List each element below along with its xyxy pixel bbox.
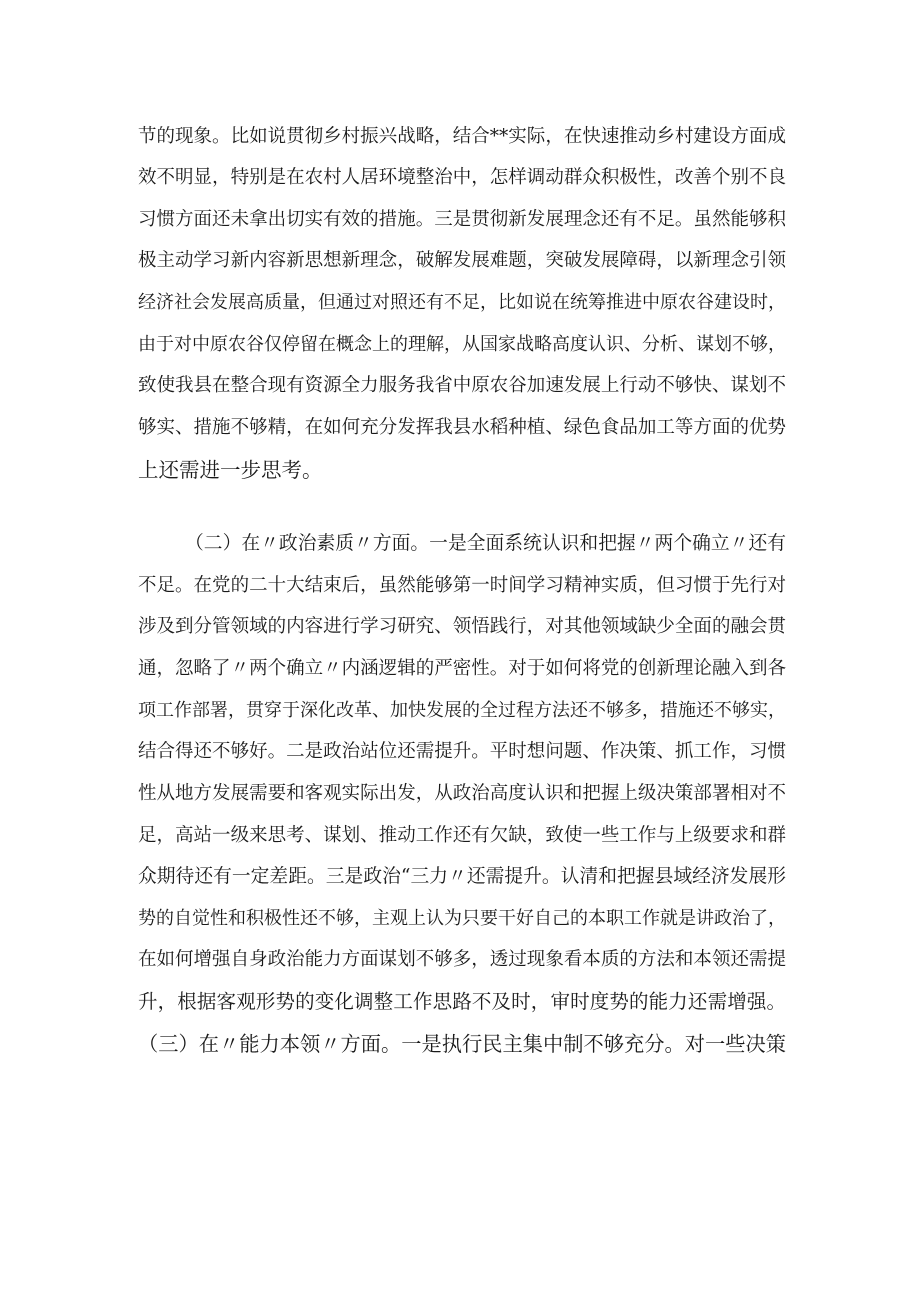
- section-heading-line: （二）在〃政治素质〃方面。一是全面系统认识和把握〃两个确立〃还有: [185, 533, 786, 554]
- paragraph-line: 涉及到分管领域的内容进行学习研究、领悟践行，对其他领域缺少全面的融会贯: [138, 616, 786, 637]
- paragraph-line: 升，根据客观形势的变化调整工作思路不及时，审时度势的能力还需增强。: [138, 990, 786, 1013]
- paragraph-line: 够实、措施不够精，在如何充分发挥我县水稻种植、绿色食品加工等方面的优势: [138, 417, 786, 438]
- paragraph-line: 由于对中原农谷仅停留在概念上的理解，从国家战略高度认识、分析、谋划不够，: [138, 334, 786, 355]
- paragraph-line: 在如何增强自身政治能力方面谋划不够多，透过现象看本质的方法和本领还需提: [138, 949, 786, 970]
- paragraph-line: 众期待还有一定差距。三是政治“三力〃还需提升。认清和把握县域经济发展形: [138, 866, 786, 887]
- paragraph-line: 通，忽略了〃两个确立〃内涵逻辑的严密性。对于如何将党的创新理论融入到各: [138, 658, 786, 679]
- paragraph-line: 足，高站一级来思考、谋划、推动工作还有欠缺，致使一些工作与上级要求和群: [138, 825, 786, 846]
- paragraph-line: 效不明显，特别是在农村人居环境整治中，怎样调动群众积极性，改善个别不良: [138, 167, 786, 188]
- paragraph-line: 习惯方面还未拿出切实有效的措施。三是贯彻新发展理念还有不足。虽然能够积: [138, 209, 786, 230]
- paragraph-line: 不足。在党的二十大结束后，虽然能够第一时间学习精神实质，但习惯于先行对: [138, 575, 786, 596]
- paragraph-line: 经济社会发展高质量，但通过对照还有不足，比如说在统筹推进中原农谷建设时，: [138, 292, 786, 313]
- paragraph-line: 结合得还不够好。二是政治站位还需提升。平时想问题、作决策、抓工作，习惯: [138, 741, 786, 762]
- paragraph-line: 极主动学习新内容新思想新理念，破解发展难题，突破发展障碍，以新理念引领: [138, 250, 786, 271]
- paragraph-line: 节的现象。比如说贯彻乡村振兴战略，结合**实际，在快速推动乡村建设方面成: [138, 126, 786, 147]
- paragraph-line: 项工作部署，贯穿于深化改革、加快发展的全过程方法还不够多，措施还不够实，: [138, 700, 786, 721]
- section-heading-line: [185, 1098, 786, 1138]
- paragraph-line: 势的自觉性和积极性还不够，主观上认为只要干好自己的本职工作就是讲政治了，: [138, 908, 786, 929]
- paragraph-line: （三）在〃能力本领〃方面。一是执行民主集中制不够充分。对一些决策: [138, 1032, 787, 1056]
- paragraph-line: 上还需进一步思考。: [138, 458, 323, 482]
- paragraph-line: 致使我县在整合现有资源全力服务我省中原农谷加速发展上行动不够快、谋划不: [138, 375, 786, 396]
- paragraph-line: 性从地方发展需要和客观实际出发，从政治高度认识和把握上级决策部署相对不: [138, 783, 786, 804]
